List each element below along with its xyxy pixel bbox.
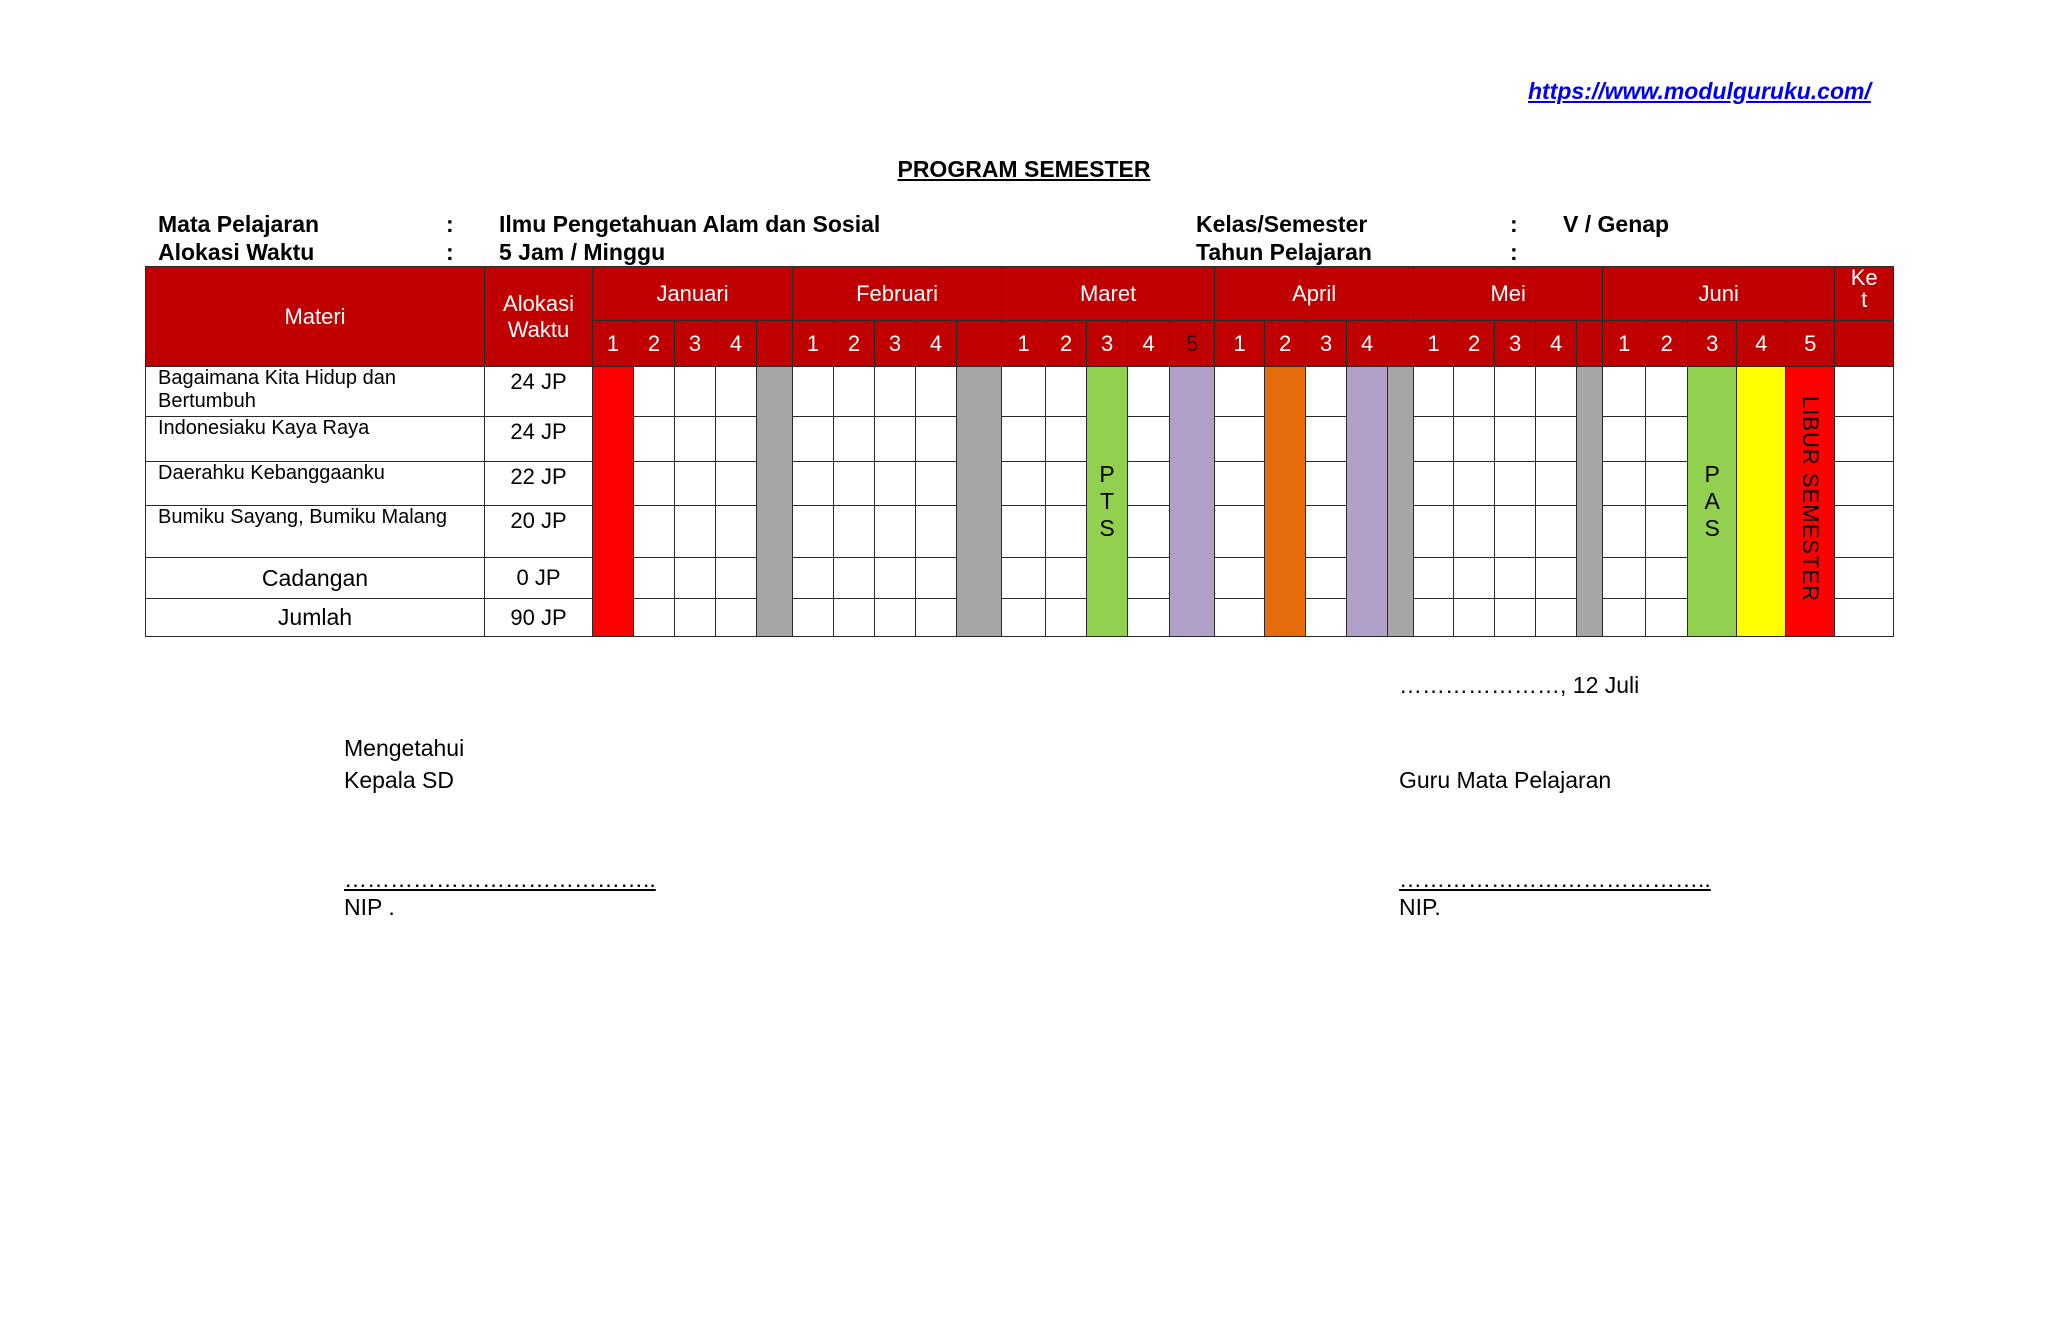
week-cell [875,599,916,637]
value-mata-pelajaran: Ilmu Pengetahuan Alam dan Sosial [499,211,881,237]
week-cell [1002,558,1046,599]
week-cell [1495,417,1536,462]
week-cell [1536,367,1577,417]
week-cell [834,506,875,558]
week-cell [675,599,716,637]
week-cell [1414,506,1454,558]
week-cell [1215,367,1265,417]
month-maret: Maret [1002,267,1215,321]
label-tahun-pelajaran: Tahun Pelajaran [1196,239,1372,265]
week-header: 2 [1646,321,1688,367]
week-header: 3 [1495,321,1536,367]
value-kelas-semester: V / Genap [1563,211,1670,237]
week-cell [1046,417,1087,462]
table-row [146,417,1894,462]
week-header: 4 [1737,321,1786,367]
week-cell [1603,462,1646,506]
table-row [146,506,1894,558]
week-cell [1646,599,1688,637]
week-cell [1495,599,1536,637]
week-cell [675,367,716,417]
week-cell [675,462,716,506]
week-cell [793,417,834,462]
week-cell [875,462,916,506]
week-cell [1128,462,1170,506]
week-cell [1646,558,1688,599]
week-header: 2 [1454,321,1495,367]
week-header: 4 [916,321,957,367]
jp-cell: 20 JP [485,506,593,558]
pas-label [1705,461,1720,542]
week-cell [1046,599,1087,637]
week-cell [1646,506,1688,558]
week-header: 2 [834,321,875,367]
week-cell [1128,417,1170,462]
materi-cell: Jumlah [146,599,485,637]
kepala-sd-label: Kepala SD [344,767,454,793]
materi-cell: Cadangan [146,558,485,599]
week-cell [1414,462,1454,506]
week-cell [1002,417,1046,462]
week-cell [875,367,916,417]
week-cell [1002,367,1046,417]
libur-semester-column [1786,367,1835,637]
month-juni: Juni [1603,267,1835,321]
header-alokasi-waktu [485,267,593,367]
pas-letter: A [1704,488,1720,514]
week-header: 1 [793,321,834,367]
week-cell [1495,558,1536,599]
week-cell [1603,367,1646,417]
guru-mata-pelajaran-label: Guru Mata Pelajaran [1399,767,1612,793]
week-header: 3 [1688,321,1737,367]
week-cell [1306,462,1347,506]
week-cell [793,558,834,599]
pas-column [1688,367,1737,637]
week-header: 2 [634,321,675,367]
label-mata-pelajaran: Mata Pelajaran [158,211,320,237]
colon: : [1510,211,1518,237]
week-cell [793,367,834,417]
week-cell [1414,417,1454,462]
mengetahui-label: Mengetahui [344,735,465,761]
ket-cell [1835,462,1894,506]
pts-letter: P [1099,461,1115,487]
week-cell [1646,417,1688,462]
pts-letter: S [1099,515,1115,541]
week-cell [875,506,916,558]
week-header: 3 [675,321,716,367]
header-alokasi-line1: Alokasi [503,290,574,316]
cell-holiday-grey [1577,367,1603,637]
week-cell [1215,462,1265,506]
week-cell [1046,506,1087,558]
colon: : [446,239,454,265]
week-cell [1002,506,1046,558]
week-cell [1603,417,1646,462]
jp-cell: 24 JP [485,417,593,462]
week-header [1388,321,1414,367]
jp-cell: 90 JP [485,599,593,637]
week-header: 1 [1414,321,1454,367]
week-cell [1215,506,1265,558]
week-cell [916,506,957,558]
week-header: 1 [1603,321,1646,367]
week-header: 3 [875,321,916,367]
week-cell [634,462,675,506]
week-cell [675,506,716,558]
jp-cell: 24 JP [485,367,593,417]
week-cell [716,558,757,599]
ket-cell [1835,367,1894,417]
header-ket-line1: Ke [1850,266,1878,290]
week-cell [834,462,875,506]
left-nip: NIP . [344,894,395,920]
table-row [146,462,1894,506]
week-header: 3 [1306,321,1347,367]
week-header: 3 [1087,321,1128,367]
week-cell [1306,599,1347,637]
source-link[interactable]: https://www.modulguruku.com/ [1528,78,1871,104]
ket-cell [1835,558,1894,599]
week-cell [675,558,716,599]
week-header: 1 [593,321,634,367]
month-januari: Januari [593,267,793,321]
week-cell [1454,462,1495,506]
header-materi: Materi [146,267,485,367]
jp-cell: 0 JP [485,558,593,599]
week-cell [1215,417,1265,462]
week-cell [1306,506,1347,558]
week-cell [875,558,916,599]
week-cell [1495,367,1536,417]
week-header: 2 [1265,321,1306,367]
week-cell [1536,599,1577,637]
week-cell [716,599,757,637]
week-cell [1603,558,1646,599]
cell-lavender [1347,367,1388,637]
week-cell [916,417,957,462]
week-cell [1603,506,1646,558]
materi-cell: Indonesiaku Kaya Raya [146,417,485,462]
cell-holiday-grey [1388,367,1414,637]
libur-semester-label: LIBUR SEMESTER [1798,395,1824,602]
week-cell [1128,599,1170,637]
week-header [1577,321,1603,367]
week-cell [634,558,675,599]
week-cell [1536,558,1577,599]
week-header: 4 [1347,321,1388,367]
cell-orange [1265,367,1306,637]
week-header: 1 [1002,321,1046,367]
program-semester-table [145,266,1894,637]
cell-holiday-grey [757,367,793,637]
cell-lavender [1170,367,1215,637]
week-cell [1046,462,1087,506]
value-alokasi-waktu: 5 Jam / Minggu [499,239,666,265]
week-cell [716,462,757,506]
week-header [757,321,793,367]
left-signature-line: ………………………………….. [344,866,656,892]
month-februari: Februari [793,267,1002,321]
week-cell [916,462,957,506]
week-header: 4 [1536,321,1577,367]
materi-cell: Bumiku Sayang, Bumiku Malang [146,506,485,558]
week-cell [1414,558,1454,599]
week-cell [834,417,875,462]
week-cell [1454,506,1495,558]
week-cell [916,599,957,637]
week-cell [1454,417,1495,462]
week-cell [834,599,875,637]
document-title: PROGRAM SEMESTER [897,156,1151,182]
colon: : [446,211,454,237]
week-cell [634,367,675,417]
jp-cell: 22 JP [485,462,593,506]
week-header: 1 [1215,321,1265,367]
week-cell [634,417,675,462]
week-cell [1414,599,1454,637]
week-cell [634,599,675,637]
week-cell [793,506,834,558]
week-cell [1046,367,1087,417]
week-cell [1536,462,1577,506]
week-header: 5 [1786,321,1835,367]
right-signature-line: ………………………………….. [1399,866,1711,892]
label-alokasi-waktu: Alokasi Waktu [158,239,315,265]
month-april: April [1215,267,1414,321]
week-cell [1215,599,1265,637]
week-cell [1128,506,1170,558]
pas-letter: S [1704,515,1720,541]
materi-cell: Daerahku Kebanggaanku [146,462,485,506]
week-cell [716,367,757,417]
materi-cell: Bagaimana Kita Hidup dan Bertumbuh [146,367,485,417]
cell-week1-red [593,367,634,637]
table-row [146,599,1894,637]
right-nip: NIP. [1399,894,1441,920]
week-cell [1646,367,1688,417]
date-line: …………………, 12 Juli [1399,672,1640,698]
week-cell [1128,558,1170,599]
ket-cell [1835,599,1894,637]
week-cell [1215,558,1265,599]
pts-column [1087,367,1128,637]
header-alokasi-line2: Waktu [507,316,570,342]
week-cell [675,417,716,462]
header-ket [1835,267,1894,321]
week-cell [1306,558,1347,599]
week-header: 4 [1128,321,1170,367]
week-cell [793,462,834,506]
week-cell [716,417,757,462]
week-cell [1002,599,1046,637]
week-cell [1046,558,1087,599]
week-cell [1454,599,1495,637]
cell-holiday-grey [957,367,1002,637]
week-cell [1536,506,1577,558]
week-header: 4 [716,321,757,367]
week-cell [793,599,834,637]
week-cell [1646,462,1688,506]
colon: : [1510,239,1518,265]
cell-yellow [1737,367,1786,637]
label-kelas-semester: Kelas/Semester [1196,211,1368,237]
week-cell [716,506,757,558]
pas-letter: P [1704,461,1720,487]
table-row [146,558,1894,599]
week-cell [1454,558,1495,599]
week-cell [1128,367,1170,417]
pts-letter: T [1100,488,1115,514]
ket-cell [1835,506,1894,558]
week-cell [1002,462,1046,506]
ket-cell [1835,417,1894,462]
table-row [146,367,1894,417]
ket-header-blank [1835,321,1894,367]
week-cell [834,558,875,599]
month-mei: Mei [1414,267,1603,321]
week-cell [916,367,957,417]
week-cell [1603,599,1646,637]
week-cell [1306,367,1347,417]
week-header: 2 [1046,321,1087,367]
week-cell [916,558,957,599]
week-cell [1414,367,1454,417]
week-cell [1495,506,1536,558]
week-cell [1454,367,1495,417]
week-cell [1306,417,1347,462]
header-ket-line2: t [1861,287,1868,312]
week-cell [834,367,875,417]
week-cell [1495,462,1536,506]
week-header: 5 [1170,321,1215,367]
week-header [957,321,1002,367]
week-cell [875,417,916,462]
week-cell [1536,417,1577,462]
week-cell [634,506,675,558]
pts-label [1099,461,1114,542]
